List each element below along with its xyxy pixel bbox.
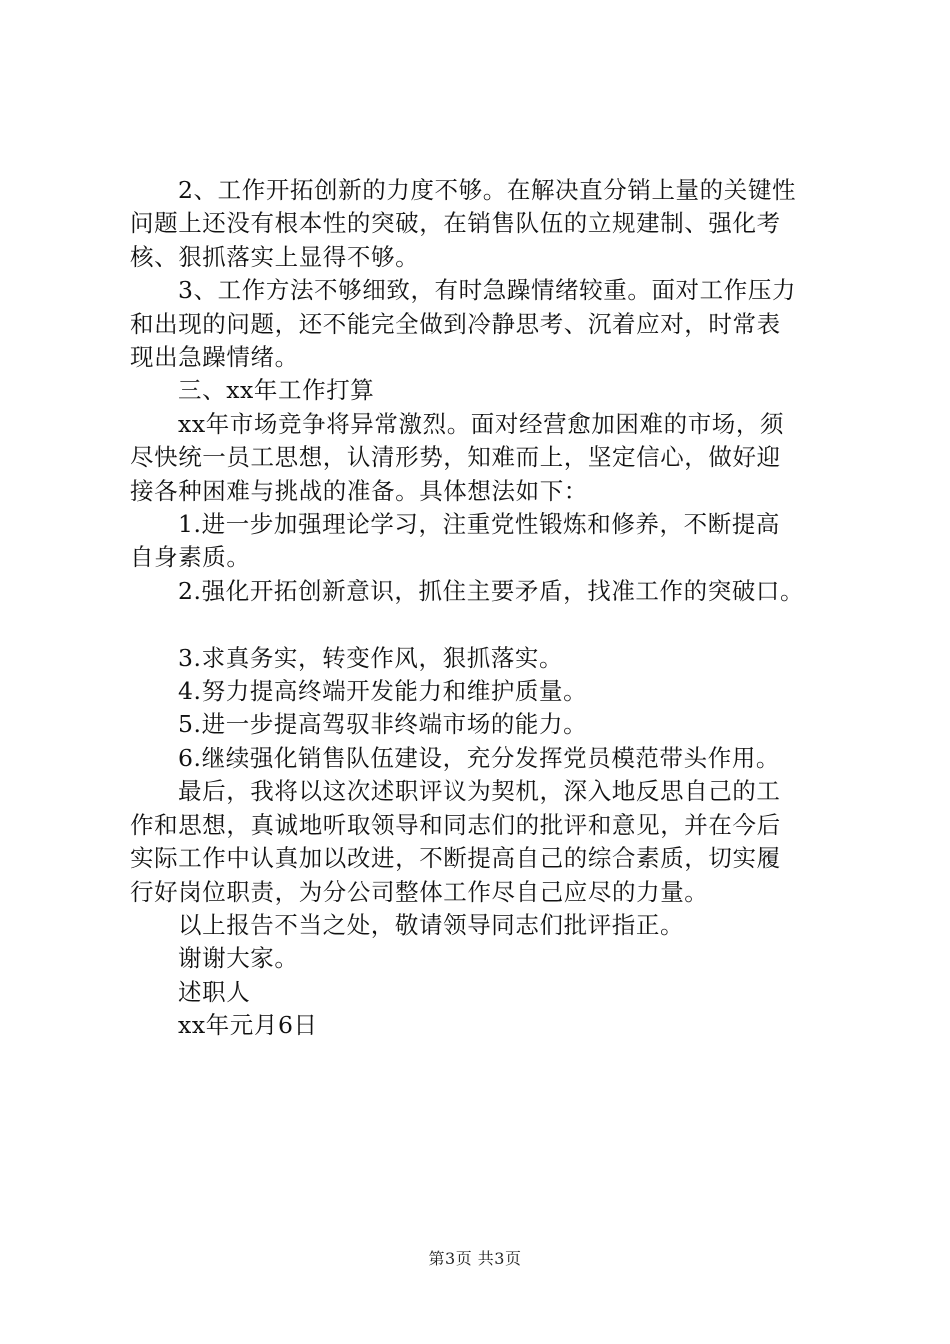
text-line: 核、狠抓落实上显得不够。: [130, 242, 420, 271]
text-line: 问题上还没有根本性的突破，在销售队伍的立规建制、强化考: [130, 209, 781, 238]
text-line: 4.努力提高终端开发能力和维护质量。: [178, 677, 588, 706]
text-line: 自身素质。: [130, 543, 251, 572]
document-body: [130, 174, 850, 1043]
text-line: [130, 608, 850, 641]
text-line: 2、工作开拓创新的力度不够。在解决直分销上量的关键性: [178, 176, 797, 204]
text-line: 6.继续强化销售队伍建设，充分发挥党员模范带头作用。: [178, 743, 781, 772]
text-line: 作和思想，真诚地听取领导和同志们的批评和意见，并在今后: [130, 810, 781, 839]
text-line: 2.强化开拓创新意识，抓住主要矛盾，找准工作的突破口。: [178, 576, 805, 605]
text-line: 实际工作中认真加以改进，不断提高自己的综合素质，切实履: [130, 844, 781, 873]
text-line: 尽快统一员工思想，认清形势，知难而上，坚定信心，做好迎: [130, 443, 781, 472]
text-line: 行好岗位职责，为分公司整体工作尽自己应尽的力量。: [130, 877, 709, 906]
text-line: 5.进一步提高驾驭非终端市场的能力。: [178, 710, 588, 739]
page-footer: 第3页 共3页: [428, 1249, 522, 1268]
text-line: 1.进一步加强理论学习，注重党性锻炼和修养，不断提高: [178, 510, 781, 539]
text-line: 3.求真务实，转变作风，狠抓落实。: [178, 643, 564, 672]
text-line: 和出现的问题，还不能完全做到冷静思考、沉着应对，时常表: [130, 309, 781, 338]
text-line: 最后，我将以这次述职评议为契机，深入地反思自己的工: [178, 777, 781, 806]
text-line: 以上报告不当之处，敬请领导同志们批评指正。: [178, 910, 685, 939]
text-line: 3、工作方法不够细致，有时急躁情绪较重。面对工作压力: [178, 276, 797, 305]
text-line: 谢谢大家。: [178, 944, 299, 973]
text-line: 接各种困难与挑战的准备。具体想法如下：: [130, 476, 588, 505]
text-line: 三、xx年工作打算: [178, 376, 375, 405]
text-line: xx年元月6日: [178, 1011, 318, 1040]
text-line: 述职人: [178, 977, 251, 1006]
text-line: xx年市场竞争将异常激烈。面对经营愈加困难的市场，须: [178, 409, 785, 438]
text-line: 现出急躁情绪。: [130, 343, 299, 372]
